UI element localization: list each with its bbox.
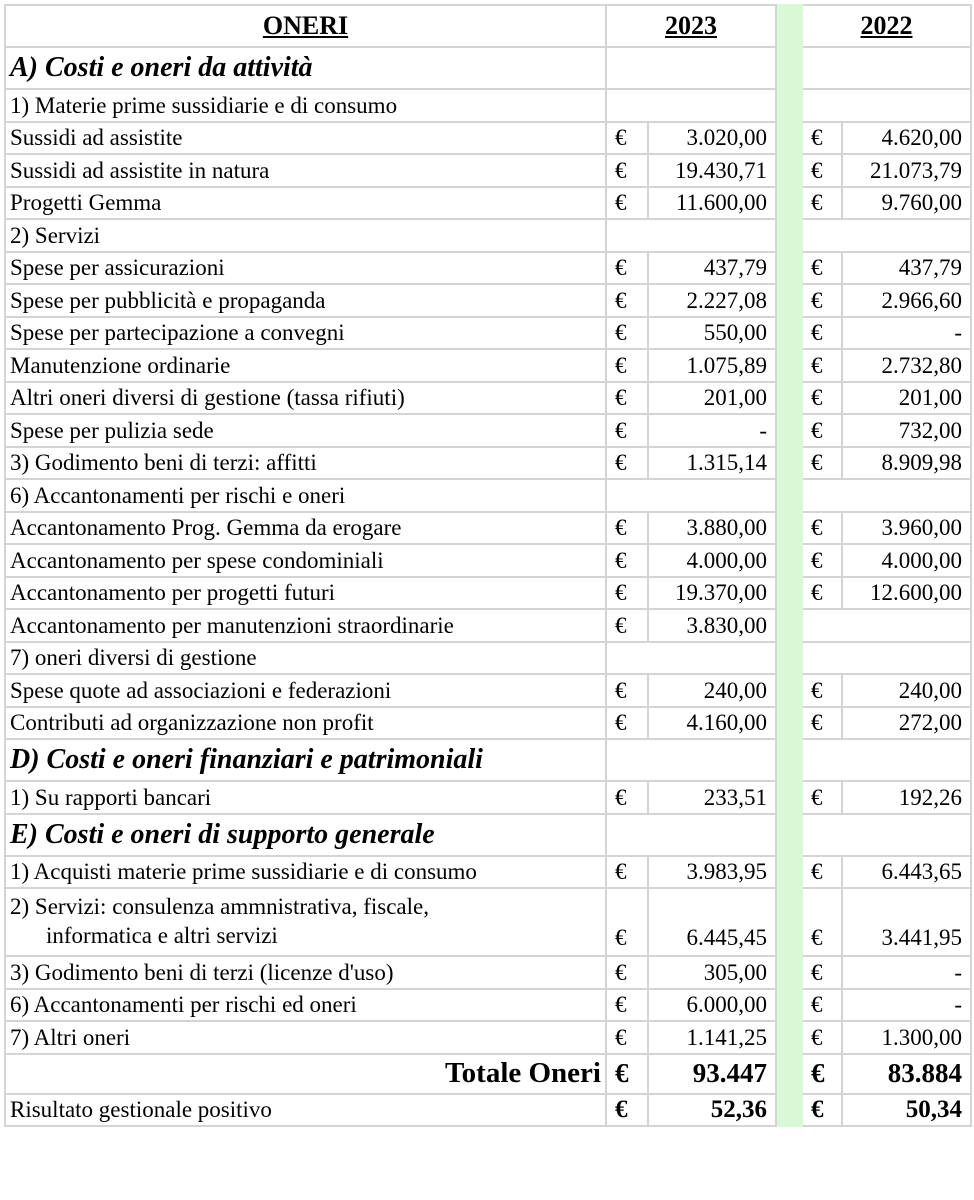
item-row (5, 707, 971, 740)
value-2022: 1.300,00 (842, 1021, 971, 1054)
spacer-cell (776, 739, 802, 781)
spacer-cell (776, 252, 802, 285)
item-row (5, 544, 971, 577)
spacer-cell (776, 89, 802, 122)
value-2023: 4.160,00 (648, 707, 776, 740)
currency-symbol: € (802, 447, 842, 480)
column-title-oneri: ONERI (5, 5, 606, 47)
currency-symbol: € (802, 577, 842, 610)
spacer-cell (776, 989, 802, 1022)
item-label: Accantonamento per progetti futuri (5, 577, 606, 610)
currency-symbol: € (606, 674, 648, 707)
currency-symbol: € (802, 154, 842, 187)
subsection-label: 6) Accantonamenti per rischi e oneri (5, 479, 606, 512)
empty-cell (802, 814, 971, 856)
spacer-cell (776, 1021, 802, 1054)
value-2023: 19.370,00 (648, 577, 776, 610)
item-label: Accantonamento per spese condominiali (5, 544, 606, 577)
value-2023: 240,00 (648, 674, 776, 707)
subsection-label: 1) Materie prime sussidiarie e di consumo (5, 89, 606, 122)
item-label: Accantonamento per manutenzioni straordinarie (5, 609, 606, 642)
empty-cell (802, 89, 971, 122)
subsection-label: 7) oneri diversi di gestione (5, 642, 606, 675)
item-label (5, 888, 606, 956)
value-2023: 233,51 (648, 781, 776, 814)
item-row (5, 989, 971, 1022)
item-row (5, 856, 971, 889)
item-row (5, 447, 971, 480)
item-label: 3) Godimento beni di terzi (licenze d'uso) (5, 956, 606, 989)
spacer-cell (776, 414, 802, 447)
currency-symbol: € (802, 1054, 842, 1094)
section-row (5, 739, 971, 781)
empty-cell (606, 479, 776, 512)
item-label: Spese per assicurazioni (5, 252, 606, 285)
value-2022: 6.443,65 (842, 856, 971, 889)
value-2023: 3.020,00 (648, 122, 776, 155)
empty-cell (606, 814, 776, 856)
value-2022: 9.760,00 (842, 187, 971, 220)
subsection-row (5, 89, 971, 122)
value-2023: 305,00 (648, 956, 776, 989)
currency-symbol: € (606, 956, 648, 989)
spacer-cell (776, 154, 802, 187)
header-row (5, 5, 971, 47)
spacer-cell (776, 642, 802, 675)
spacer-cell (776, 888, 802, 956)
spacer-cell (776, 349, 802, 382)
value-2022: 8.909,98 (842, 447, 971, 480)
value-2022: 272,00 (842, 707, 971, 740)
spacer-cell (776, 382, 802, 415)
value-2022: 3.960,00 (842, 512, 971, 545)
currency-symbol: € (606, 856, 648, 889)
subsection-row (5, 219, 971, 252)
item-label: 1) Su rapporti bancari (5, 781, 606, 814)
currency-symbol: € (802, 382, 842, 415)
item-label: 1) Acquisti materie prime sussidiarie e di consumo (5, 856, 606, 889)
subsection-row (5, 479, 971, 512)
currency-symbol: € (606, 1094, 648, 1127)
empty-cell (606, 642, 776, 675)
currency-symbol: € (606, 284, 648, 317)
value-2022: 3.441,95 (842, 888, 971, 956)
currency-symbol: € (606, 1054, 648, 1094)
item-label: Contributi ad organizzazione non profit (5, 707, 606, 740)
currency-symbol: € (802, 317, 842, 350)
currency-symbol: € (802, 349, 842, 382)
spacer-column (776, 5, 802, 47)
currency-symbol: € (802, 707, 842, 740)
currency-symbol: € (802, 512, 842, 545)
spacer-cell (776, 577, 802, 610)
value-2023: 1.315,14 (648, 447, 776, 480)
item-row (5, 122, 971, 155)
value-2023: 2.227,08 (648, 284, 776, 317)
item-label: Spese per partecipazione a convegni (5, 317, 606, 350)
item-row (5, 382, 971, 415)
currency-symbol: € (606, 544, 648, 577)
item-label-line2: informatica e altri servizi (46, 922, 278, 948)
value-2023: 3.880,00 (648, 512, 776, 545)
currency-symbol: € (802, 284, 842, 317)
item-label: Spese per pubblicità e propaganda (5, 284, 606, 317)
value-2023: 201,00 (648, 382, 776, 415)
currency-symbol: € (606, 317, 648, 350)
empty-cell (802, 219, 971, 252)
currency-symbol: € (802, 888, 842, 956)
spacer-cell (776, 707, 802, 740)
currency-symbol: € (606, 1021, 648, 1054)
spacer-cell (776, 219, 802, 252)
empty-cell (802, 739, 971, 781)
currency-symbol: € (802, 187, 842, 220)
item-row (5, 609, 971, 642)
subsection-row (5, 642, 971, 675)
currency-symbol: € (802, 544, 842, 577)
section-title: A) Costi e oneri da attività (5, 47, 606, 89)
item-label: 7) Altri oneri (5, 1021, 606, 1054)
item-row (5, 577, 971, 610)
currency-symbol: € (802, 989, 842, 1022)
currency-symbol: € (606, 512, 648, 545)
currency-symbol: € (606, 577, 648, 610)
subsection-label: 2) Servizi (5, 219, 606, 252)
item-row (5, 252, 971, 285)
item-row (5, 781, 971, 814)
currency-symbol: € (606, 349, 648, 382)
value-2022: 50,34 (842, 1094, 971, 1127)
empty-cell (802, 479, 971, 512)
spacer-cell (776, 122, 802, 155)
currency-symbol: € (606, 382, 648, 415)
item-row (5, 888, 971, 956)
value-2023: 3.983,95 (648, 856, 776, 889)
value-2022: 437,79 (842, 252, 971, 285)
item-label: 3) Godimento beni di terzi: affitti (5, 447, 606, 480)
item-row (5, 414, 971, 447)
value-2023: 93.447 (648, 1054, 776, 1094)
section-row (5, 47, 971, 89)
value-2022: 201,00 (842, 382, 971, 415)
item-label: Spese per pulizia sede (5, 414, 606, 447)
spacer-cell (776, 187, 802, 220)
currency-symbol: € (802, 1094, 842, 1127)
currency-symbol: € (802, 414, 842, 447)
column-year-2023: 2023 (606, 5, 776, 47)
section-row (5, 814, 971, 856)
value-2023: 3.830,00 (648, 609, 776, 642)
item-row (5, 154, 971, 187)
value-2022: 4.620,00 (842, 122, 971, 155)
value-2022: - (842, 317, 971, 350)
currency-symbol: € (606, 154, 648, 187)
item-label: Spese quote ad associazioni e federazioni (5, 674, 606, 707)
value-2023: 11.600,00 (648, 187, 776, 220)
item-label: Accantonamento Prog. Gemma da erogare (5, 512, 606, 545)
value-2023: 437,79 (648, 252, 776, 285)
currency-symbol: € (802, 956, 842, 989)
oneri-sheet (4, 4, 972, 1127)
spacer-cell (776, 317, 802, 350)
item-row (5, 187, 971, 220)
value-2023: 19.430,71 (648, 154, 776, 187)
spacer-cell (776, 674, 802, 707)
value-2023: 1.141,25 (648, 1021, 776, 1054)
currency-symbol: € (606, 707, 648, 740)
currency-symbol: € (606, 781, 648, 814)
result-label: Risultato gestionale positivo (5, 1094, 606, 1127)
empty-cell (606, 739, 776, 781)
item-row (5, 1021, 971, 1054)
empty-cell (606, 89, 776, 122)
currency-symbol: € (802, 252, 842, 285)
value-2022: 83.884 (842, 1054, 971, 1094)
item-row (5, 512, 971, 545)
item-label: 6) Accantonamenti per rischi ed oneri (5, 989, 606, 1022)
spacer-cell (776, 447, 802, 480)
empty-cell (802, 609, 971, 642)
value-2022: 2.732,80 (842, 349, 971, 382)
item-label: Sussidi ad assistite in natura (5, 154, 606, 187)
section-title: E) Costi e oneri di supporto generale (5, 814, 606, 856)
column-year-2022: 2022 (802, 5, 971, 47)
currency-symbol: € (606, 414, 648, 447)
currency-symbol: € (606, 609, 648, 642)
table-body (5, 5, 971, 1126)
item-label-line1: 2) Servizi: consulenza ammnistrativa, fiscale, (10, 894, 429, 919)
spacer-cell (776, 609, 802, 642)
value-2022: 240,00 (842, 674, 971, 707)
empty-cell (802, 642, 971, 675)
value-2023: 1.075,89 (648, 349, 776, 382)
item-row (5, 284, 971, 317)
spacer-cell (776, 1094, 802, 1127)
currency-symbol: € (606, 252, 648, 285)
item-row (5, 674, 971, 707)
spacer-cell (776, 1054, 802, 1094)
spacer-cell (776, 781, 802, 814)
currency-symbol: € (802, 856, 842, 889)
total-row (5, 1054, 971, 1094)
value-2023: 550,00 (648, 317, 776, 350)
value-2022: - (842, 956, 971, 989)
value-2022: 21.073,79 (842, 154, 971, 187)
currency-symbol: € (606, 888, 648, 956)
empty-cell (606, 47, 776, 89)
currency-symbol: € (606, 989, 648, 1022)
spacer-cell (776, 512, 802, 545)
item-label: Progetti Gemma (5, 187, 606, 220)
result-row (5, 1094, 971, 1127)
value-2023: - (648, 414, 776, 447)
empty-cell (802, 47, 971, 89)
value-2022: 2.966,60 (842, 284, 971, 317)
item-label: Sussidi ad assistite (5, 122, 606, 155)
value-2023: 6.000,00 (648, 989, 776, 1022)
spacer-cell (776, 814, 802, 856)
currency-symbol: € (802, 122, 842, 155)
currency-symbol: € (802, 781, 842, 814)
spacer-cell (776, 479, 802, 512)
spacer-cell (776, 856, 802, 889)
value-2022: - (842, 989, 971, 1022)
item-label: Manutenzione ordinarie (5, 349, 606, 382)
spacer-cell (776, 47, 802, 89)
total-label: Totale Oneri (5, 1054, 606, 1094)
section-title: D) Costi e oneri finanziari e patrimoniali (5, 739, 606, 781)
currency-symbol: € (802, 674, 842, 707)
spacer-cell (776, 956, 802, 989)
value-2023: 52,36 (648, 1094, 776, 1127)
currency-symbol: € (802, 1021, 842, 1054)
item-row (5, 317, 971, 350)
value-2023: 6.445,45 (648, 888, 776, 956)
value-2022: 4.000,00 (842, 544, 971, 577)
oneri-table (4, 4, 972, 1127)
item-label: Altri oneri diversi di gestione (tassa rifiuti) (5, 382, 606, 415)
empty-cell (606, 219, 776, 252)
currency-symbol: € (606, 122, 648, 155)
item-row (5, 956, 971, 989)
currency-symbol: € (606, 447, 648, 480)
spacer-cell (776, 284, 802, 317)
spacer-cell (776, 544, 802, 577)
value-2022: 732,00 (842, 414, 971, 447)
value-2022: 192,26 (842, 781, 971, 814)
value-2022: 12.600,00 (842, 577, 971, 610)
item-row (5, 349, 971, 382)
currency-symbol: € (606, 187, 648, 220)
value-2023: 4.000,00 (648, 544, 776, 577)
